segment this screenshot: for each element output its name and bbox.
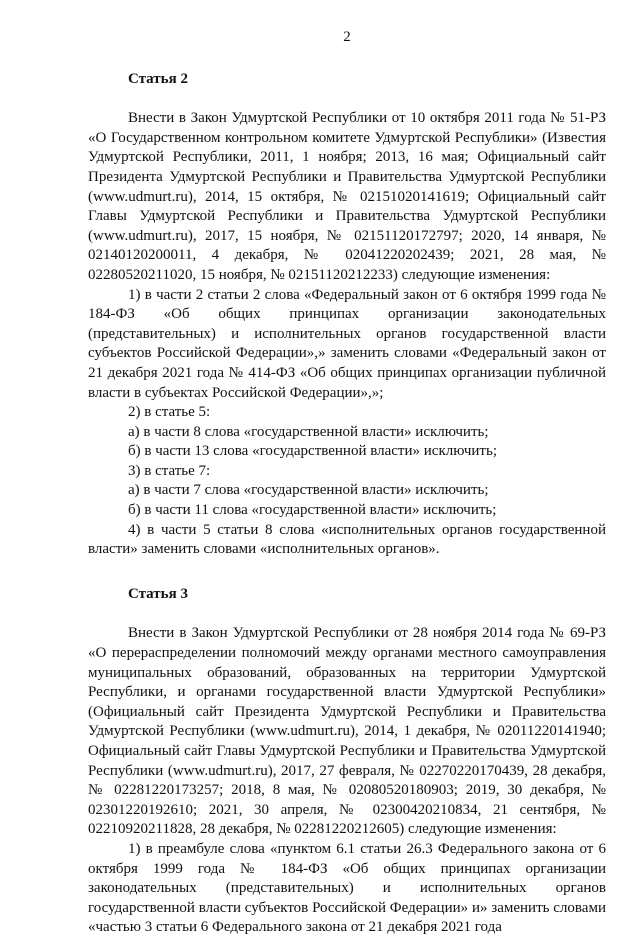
- article-2-intro: Внести в Закон Удмуртской Республики от 10 октября 2011 года № 51-РЗ «О Государственном контрольном комитете Удмуртской Республики» (Известия Удмуртской Республики, 2011, 1 ноября; 2013, 16 мая; Официальный сайт Президента Удмуртской Республики и Правительства Удмуртской Республики (www.udmurt.ru), 2014, 15 октября, № 02151020141619; Официальный сайт Главы Удмуртской Республики и Правительства Удмуртской Республики (www.udmurt.ru), 2017, 15 ноября, № 02151120172797; 2020, 14 января, № 02140120200011, 4 декабря, № 02041220202439; 2021, 28 мая, № 02280520211020, 15 ноября, № 02151120212233) следующие изменения:: [88, 110, 606, 283]
- article-2-item: б) в части 13 слова «государственной власти» исключить;: [128, 443, 497, 460]
- article-3-heading: Статья 3: [128, 585, 188, 602]
- article-2-item: б) в части 11 слова «государственной власти» исключить;: [128, 502, 497, 519]
- article-2-item: 2) в статье 5:: [128, 404, 211, 421]
- article-3-item: 1) в преамбуле слова «пунктом 6.1 статьи 26.3 Федерального закона от 6 октября 1999 года № 184-ФЗ «Об общих принципах организации законодательных (представительных) и исполнительных органов государственной власти субъектов Российской Федерации» и» заменить словами «частью 3 статьи 6 Федерального закона от 21 декабря 2021 года: [88, 840, 606, 936]
- article-2-item: а) в части 8 слова «государственной власти» исключить;: [128, 423, 489, 440]
- article-2-heading: Статья 2: [128, 70, 188, 87]
- article-3-intro: Внести в Закон Удмуртской Республики от 28 ноября 2014 года № 69-РЗ «О перераспределении полномочий между органами местного самоуправления муниципальных образований, образованных на территории Удмуртской Республики, и органами государственной власти Удмуртской Республики» (Официальный сайт Президента Удмуртской Республики и Правительства Удмуртской Республики (www.udmurt.ru), 2014, 1 декабря, № 02011220141940; Официальный сайт Главы Удмуртской Республики и Правительства Удмуртской Республики (www.udmurt.ru), 2017, 27 февраля, № 02270220170439, 28 декабря, № 02281220173257; 2018, 8 мая, № 02080520180903; 2019, 30 декабря, № 02301220192610; 2021, 30 апреля, № 02300420210834, 21 сентября, № 02210920211828, 28 декабря, № 02281220212605) следующие изменения:: [88, 625, 606, 838]
- article-2-item: а) в части 7 слова «государственной власти» исключить;: [128, 482, 489, 499]
- article-3: [88, 585, 606, 938]
- article-2-item: 3) в статье 7:: [128, 462, 211, 479]
- page-number: 2: [343, 29, 351, 45]
- article-2-item: 1) в части 2 статьи 2 слова «Федеральный закон от 6 октября 1999 года № 184-ФЗ «Об общих принципах организации законодательных (представительных) и исполнительных органов государственной власти субъектов Российской Федерации»,» заменить словами «Федеральный закон от 21 декабря 2021 года № 414-ФЗ «Об общих принципах организации публичной власти в субъектах Российской Федерации»,»;: [88, 286, 606, 401]
- article-2: [88, 70, 606, 560]
- article-2-item: 4) в части 5 статьи 8 слова «исполнительных органов государственной власти» заменить словами «исполнительных органов».: [88, 521, 606, 558]
- section-spacer: [88, 560, 606, 585]
